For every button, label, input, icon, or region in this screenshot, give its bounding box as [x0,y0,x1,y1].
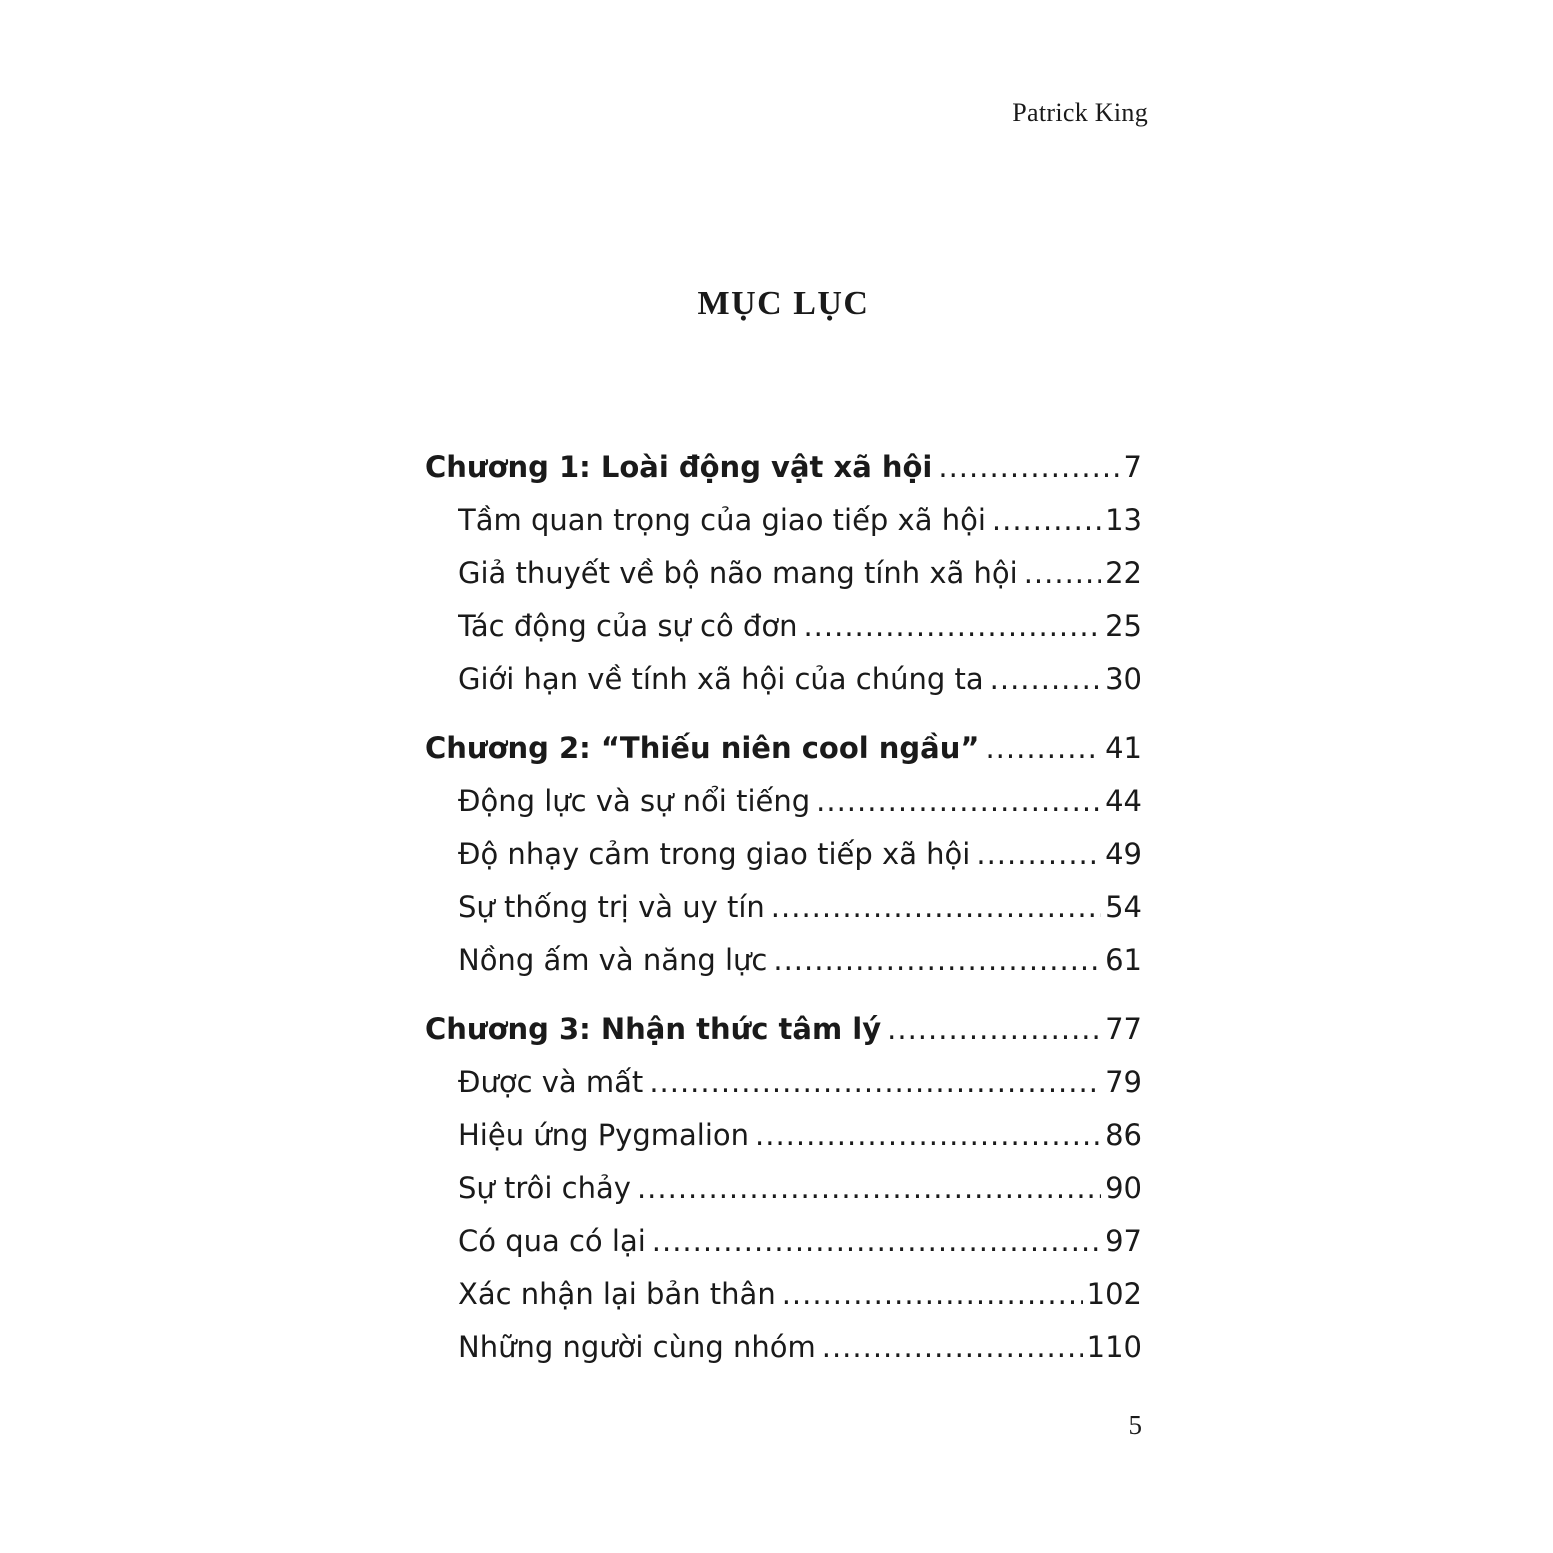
toc-title: MỤC LỤC [697,285,870,322]
dot-leader [976,837,1101,871]
toc-section-title: Hiệu ứng Pygmalion [458,1118,750,1152]
dot-leader [637,1171,1101,1205]
page-number: 5 [1128,1410,1142,1440]
toc-section-title: Giới hạn về tính xã hội của chúng ta [458,662,984,696]
toc-section-title: Có qua có lại [458,1224,646,1258]
toc-chapter-title: Chương 1: Loài động vật xã hội [425,450,933,484]
toc-section-title: Những người cùng nhóm [458,1330,816,1364]
dot-leader [782,1277,1083,1311]
toc-chapter-title: Chương 2: “Thiếu niên cool ngầu” [425,731,980,765]
toc-section [458,662,1142,696]
toc-section-title: Sự thống trị và uy tín [458,890,765,924]
dot-leader [822,1330,1083,1364]
toc-page-number: 44 [1105,784,1142,818]
toc-section-title: Xác nhận lại bản thân [458,1277,776,1311]
toc-section [458,1330,1142,1364]
toc-page-number: 110 [1086,1330,1142,1364]
toc-chapter-3 [425,1012,1142,1046]
toc-section-title: Động lực và sự nổi tiếng [458,784,811,818]
toc-section [458,503,1142,537]
toc-section [458,1277,1142,1311]
toc-section [458,784,1142,818]
toc-page-number: 22 [1105,556,1142,590]
dot-leader [755,1118,1101,1152]
dot-leader [1024,556,1101,590]
toc-chapter-1 [425,450,1142,484]
toc-page-number: 13 [1105,503,1142,537]
toc-page-number: 25 [1105,609,1142,643]
toc-section [458,1065,1142,1099]
dot-leader [887,1012,1101,1046]
toc-page-number: 30 [1105,662,1142,696]
dot-leader [938,450,1119,484]
toc-section-title: Nồng ấm và năng lực [458,943,768,977]
toc-section [458,1171,1142,1205]
toc-section-title: Độ nhạy cảm trong giao tiếp xã hội [458,837,971,871]
dot-leader [649,1065,1101,1099]
toc-page-number: 97 [1105,1224,1142,1258]
toc-section [458,890,1142,924]
toc-page-number: 49 [1105,837,1142,871]
toc-section [458,837,1142,871]
toc-page-number: 90 [1105,1171,1142,1205]
dot-leader [992,503,1101,537]
dot-leader [985,731,1101,765]
toc-section-title: Tác động của sự cô đơn [458,609,798,643]
toc-section [458,1118,1142,1152]
dot-leader [990,662,1101,696]
running-head-author: Patrick King [1012,98,1148,127]
dot-leader [803,609,1101,643]
toc-section [458,556,1142,590]
toc-section-title: Tầm quan trọng của giao tiếp xã hội [458,503,986,537]
toc-page-number: 102 [1086,1277,1142,1311]
toc-page-number: 77 [1105,1012,1142,1046]
toc-page-number: 41 [1105,731,1142,765]
dot-leader [816,784,1101,818]
toc-section [458,609,1142,643]
dot-leader [652,1224,1101,1258]
toc-section-title: Giả thuyết về bộ não mang tính xã hội [458,556,1018,590]
toc-section [458,943,1142,977]
toc-section-title: Được và mất [458,1065,644,1099]
toc-chapter-title: Chương 3: Nhận thức tâm lý [425,1012,882,1046]
toc-page-number: 79 [1105,1065,1142,1099]
toc-page-number: 86 [1105,1118,1142,1152]
dot-leader [773,943,1101,977]
toc-chapter-2 [425,731,1142,765]
toc-section [458,1224,1142,1258]
toc-page-number: 61 [1105,943,1142,977]
toc-section-title: Sự trôi chảy [458,1171,631,1205]
dot-leader [771,890,1101,924]
toc-page-number: 54 [1105,890,1142,924]
toc-page-number: 7 [1123,450,1142,484]
